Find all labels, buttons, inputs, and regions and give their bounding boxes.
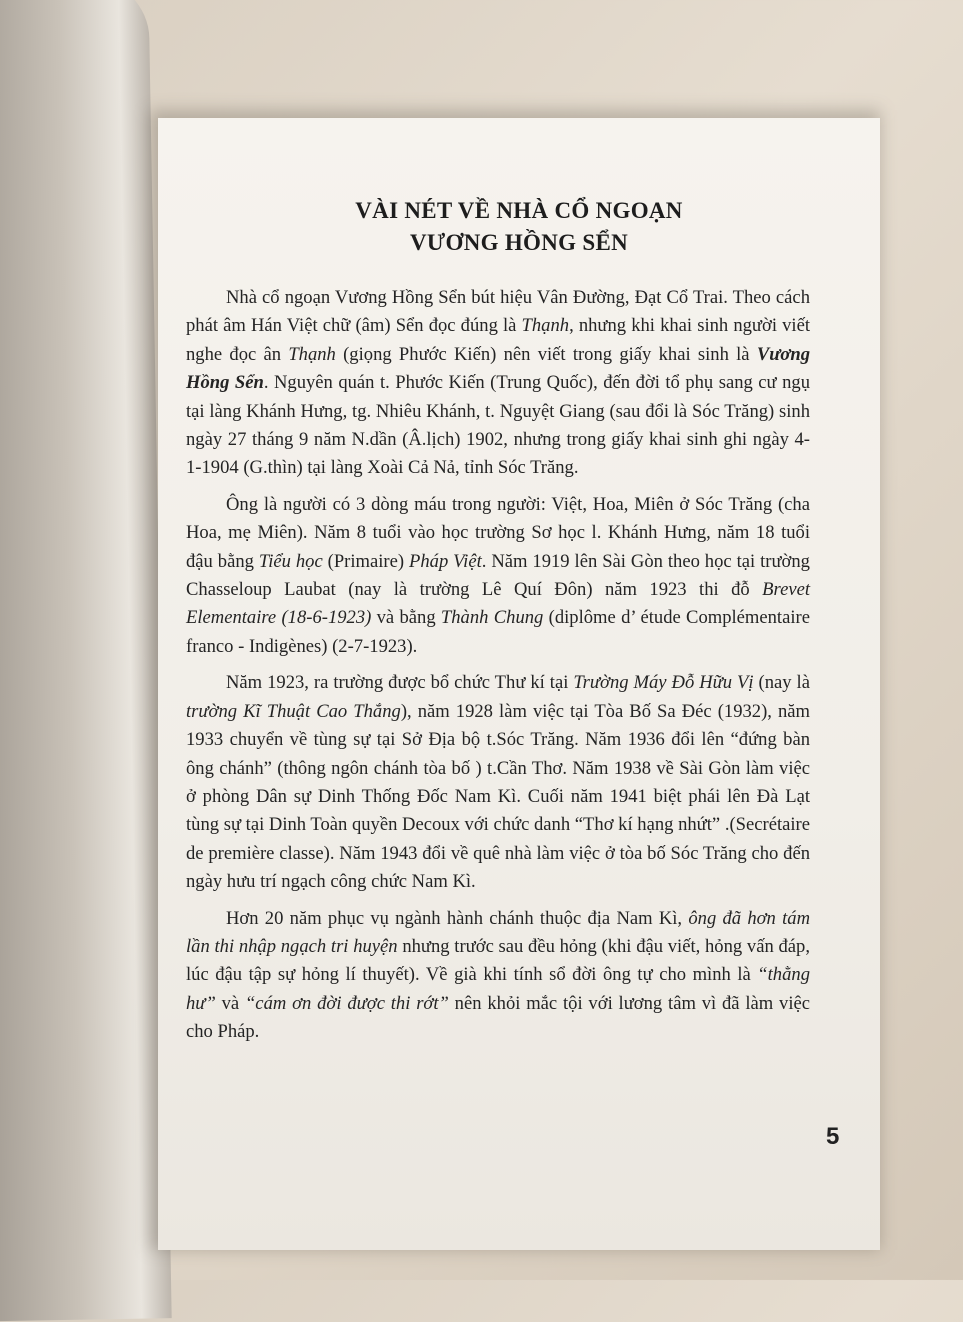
text-run: (giọng Phước Kiến) nên viết trong giấy khai sinh là [335,343,757,365]
text-run: , nhưng khi khai sinh người viết nghe đọc ân [186,315,811,365]
body-text [186,284,810,1055]
paragraph-3 [186,669,810,896]
text-run: ), năm 1928 làm việc tại Tòa Bố Sa Đéc (1932), năm 1933 chuyển về tùng sự tại Sở Địa bộ t.Sóc Trăng. Năm 1936 đổi lên “đứng bàn ông chánh” (thông ngôn chánh tòa bố ) t.Cần Thơ. Năm 1938 về Sài Gòn làm việc ở phòng Dân sự Dinh Thống Đốc Nam Kì. Cuối năm 1941 biệt phái lên Đà Lạt tùng sự tại Dinh Toàn quyền Decoux với chức danh “Thơ kí hạng nhứt” .(Secrétaire de première classe). Năm 1943 đổi về quê nhà làm việc ở tòa bố Sóc Trăng cho đến ngày hưu trí ngạch công chức Nam Kì. [186,700,810,893]
chapter-title-line-1: VÀI NÉT VỀ NHÀ CỔ NGOẠN [355,198,683,223]
text-run: (diplôme d’ étude Complémentaire franco - Indigènes) (2-7-1923). [186,607,810,657]
italic-run: trường Kĩ Thuật Cao Thắng [186,700,401,722]
text-run: và [215,992,245,1014]
book-page [158,118,880,1250]
bold-italic-run: Vương Hồng Sển [186,343,810,394]
italic-run: Pháp Việt [409,550,482,572]
italic-run: “thằng hư” [186,964,810,1014]
paragraph-4 [186,905,810,1047]
italic-run: Trường Máy Đỗ Hữu Vị [573,672,754,694]
text-run: . Năm 1919 lên Sài Gòn theo học tại trường Chasseloup Laubat (nay là trường Lê Quí Đôn) năm 1923 thi đỗ [186,550,810,601]
italic-run: “cám ơn đời được thi rớt” [244,992,449,1014]
text-run: và bằng [371,607,441,629]
italic-run: Thành Chung [440,607,544,629]
facing-page-edge [0,0,172,1322]
text-run: nên khỏi mắc tội với lương tâm vì đã làm việc cho Pháp. [186,992,811,1043]
text-run: Ông là người có 3 dòng máu trong người: Việt, Hoa, Miên ở Sóc Trăng (cha Hoa, mẹ Miên). Năm 8 tuổi vào học trường Sơ học l. Khánh Hưng, năm 18 tuổi đậu bằng [186,493,810,572]
italic-run: Thạnh [288,343,336,365]
text-run: nhưng trước sau đều hỏng (khi đậu viết, hỏng vấn đáp, lúc đậu tập sự hỏng lí thuyết). Về già khi tính sổ đời ông tự cho mình là [186,935,810,986]
paragraph-1 [186,284,810,483]
italic-run: Thạnh [521,315,570,337]
text-run: Năm 1923, ra trường được bổ chức Thư kí tại [226,672,574,694]
paragraph-2 [186,491,810,661]
text-run: Nhà cổ ngoạn Vương Hồng Sển bút hiệu Vân Đường, Đạt Cổ Trai. Theo cách phát âm Hán Việt chữ (âm) Sển đọc đúng là [186,287,810,337]
italic-run: ông đã hơn tám lần thi nhập ngạch tri huyện [186,907,810,957]
text-run: Hơn 20 năm phục vụ ngành hành chánh thuộc địa Nam Kì, [226,907,689,929]
chapter-title-line-2: VƯƠNG HỒNG SỂN [409,230,629,255]
page-number: 5 [826,1123,840,1150]
text-run: (Primaire) [322,550,409,572]
italic-run: Tiểu học [258,550,323,572]
text-run: . Nguyên quán t. Phước Kiến (Trung Quốc), đến đời tổ phụ sang cư ngụ tại làng Khánh Hưng, tg. Nhiêu Khánh, t. Nguyệt Giang (sau đổi là Sóc Trăng) sinh ngày 27 tháng 9 năm N.dần (Â.lịch) 1902, nhưng trong giấy khai sinh ghi ngày 4-1-1904 (G.thìn) tại làng Xoài Cả Nả, tỉnh Sóc Trăng. [186,372,810,479]
italic-run: Brevet Elementaire (18-6-1923) [186,579,810,629]
text-run: (nay là [753,672,810,694]
